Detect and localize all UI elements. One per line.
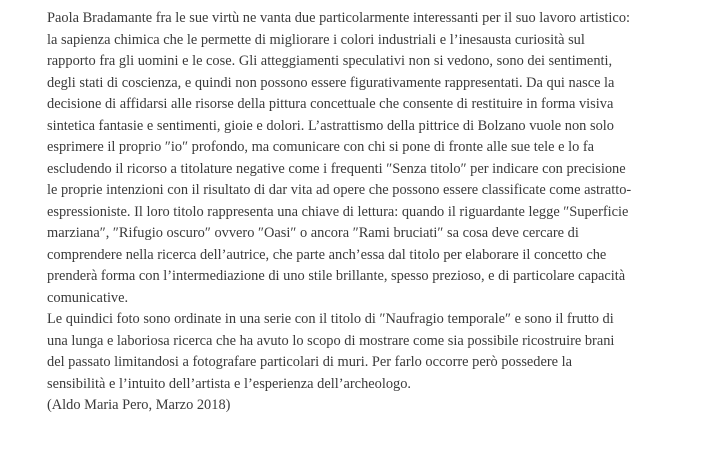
text-line: del passato limitandosi a fotografare particolari di muri. Per farlo occorre però possedere la [47,354,573,370]
signature-text: (Aldo Maria Pero, Marzo 2018) [47,397,231,413]
article-body [47,8,707,417]
text-line: rapporto fra gli uomini e le cose. Gli atteggiamenti speculativi non si vedono, sono dei sentimenti, [47,53,613,69]
text-line: le proprie intenzioni con il risultato di dar vita ad opere che possono essere classificate come astratto- [47,182,632,198]
text-line: decisione di affidarsi alle risorse della pittura concettuale che consente di restituire in forma visiva [47,96,614,112]
text-line: sensibilità e l’intuito dell’artista e l’esperienza dell’archeologo. [47,375,412,392]
text-line: la sapienza chimica che le permette di migliorare i colori industriali e l’inesausta curiosità sul [47,31,585,48]
text-line: escludendo il ricorso a titolature negative come i frequenti ″Senza titolo″ per indicare con precisione [47,160,626,177]
text-line: prenderà forma con l’intermediazione di uno stile brillante, spesso prezioso, e di particolare capacità [47,268,626,284]
text-line: espressioniste. Il loro titolo rappresenta una chiave di lettura: quando il riguardante legge ″Superficie [47,203,629,220]
text-line: Paola Bradamante fra le sue virtù ne vanta due particolarmente interessanti per il suo lavoro artistico: [47,10,631,26]
paragraph-2 [47,309,707,395]
text-line: marziana″, ″Rifugio oscuro″ ovvero ″Oasi″ o ancora ″Rami bruciati″ sa cosa deve cercare di [47,225,579,241]
text-line: Le quindici foto sono ordinate in una serie con il titolo di ″Naufragio temporale″ e sono il frutto di [47,311,614,327]
text-line: comprendere nella ricerca dell’autrice, che parte anch’essa dal titolo per elaborare il concetto che [47,246,607,263]
paragraph-1 [47,8,707,309]
author-signature [47,395,707,417]
text-line: sintetica fantasie e sentimenti, gioie e dolori. L’astrattismo della pittrice di Bolzano vuole non solo [47,117,614,134]
text-line: comunicative. [47,289,129,306]
text-line: degli stati di coscienza, e quindi non possono essere figurativamente rappresentati. Da qui nasce la [47,74,615,91]
text-line: esprimere il proprio ″io″ profondo, ma comunicare con chi si pone di fronte alle sue tele e lo fa [47,139,595,155]
text-line: una lunga e laboriosa ricerca che ha avuto lo scopo di mostrare come sia possibile ricostruire brani [47,332,615,349]
